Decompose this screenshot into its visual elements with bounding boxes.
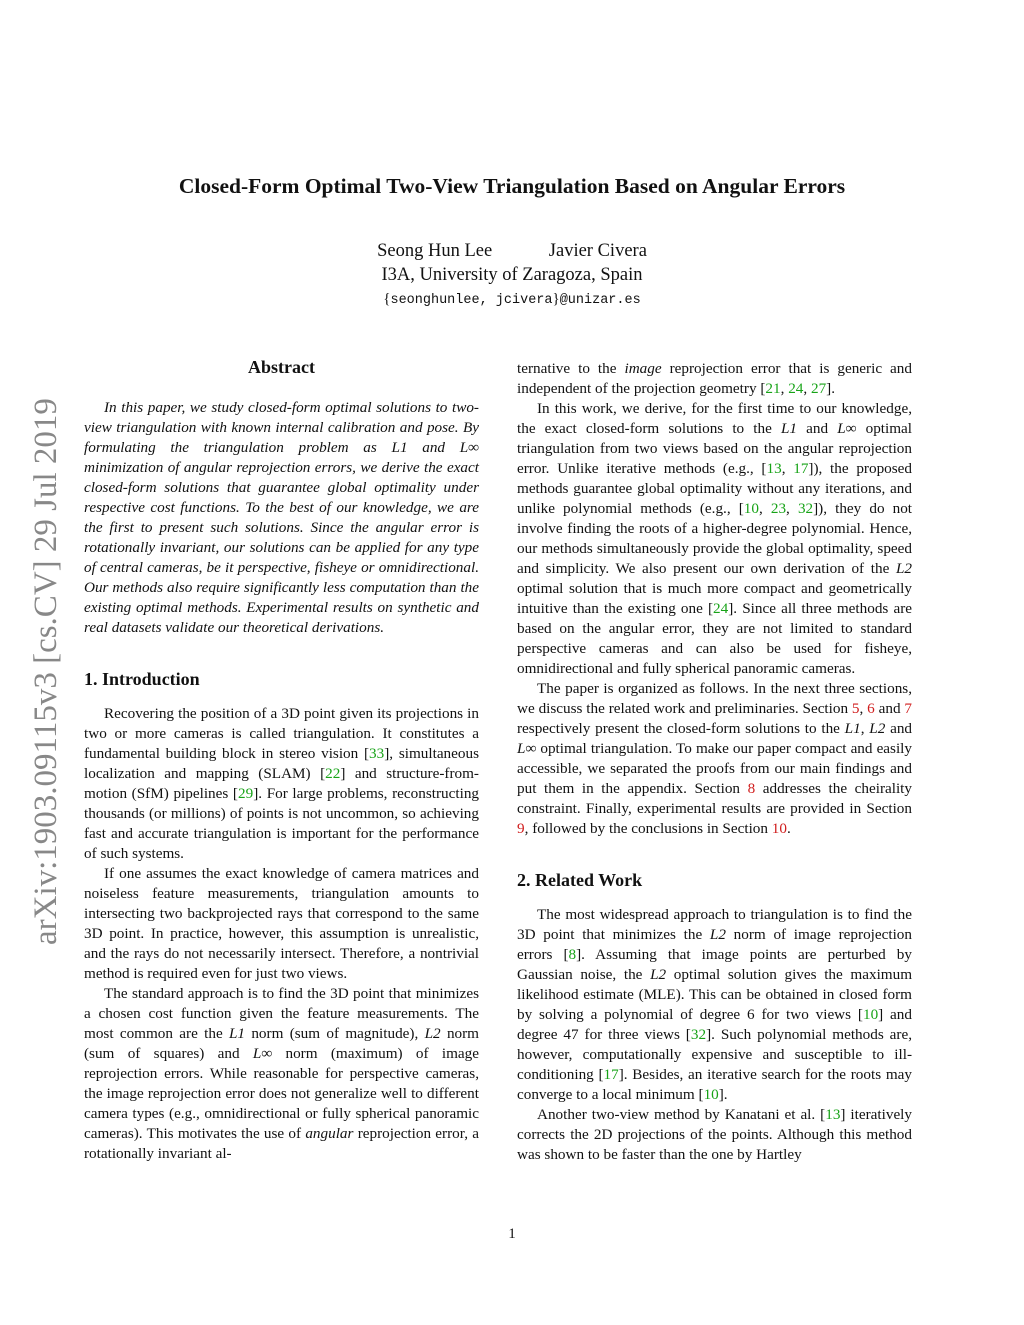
page-number: 1 — [508, 1226, 516, 1242]
section-link[interactable]: 10 — [771, 820, 787, 837]
paragraph: ternative to the image reprojection error that is generic and independent of the projection geometry [21, 24, 27]. — [517, 360, 912, 397]
brace-open: { — [383, 291, 391, 307]
citation-link[interactable]: 10 — [703, 1086, 719, 1103]
paragraph: The most widespread approach to triangulation is to find the 3D point that minimizes the L2 norm of image reprojection errors [8]. Assuming that image points are perturbed by Gaussian noise, the L2 optimal solution gives the maximum likelihood estimate (MLE). This can be obtained in closed form by solving a polynomial of degree 6 for two views [10] and degree 47 for three views [32]. Such polynomial methods are, however, computationally expensive and susceptible to ill-conditioning [17]. Besides, an iterative search for the roots may converge to a local minimum [10]. — [517, 906, 913, 1103]
citation-link[interactable]: 29 — [238, 785, 254, 802]
citation-link[interactable]: 24 — [788, 380, 804, 397]
author-name: Seong Hun Lee — [377, 241, 493, 261]
section-heading: 1. Introduction — [84, 669, 200, 689]
email-users: seonghunlee, jcivera — [390, 293, 553, 308]
citation-link[interactable]: 21 — [765, 380, 781, 397]
paragraph: Another two-view method by Kanatani et al. [13] iteratively corrects the 2D projections of the points. Although this method was shown to be faster than the one by Hartley — [517, 1106, 912, 1163]
section-link[interactable]: 7 — [904, 700, 912, 717]
citation-link[interactable]: 8 — [568, 946, 577, 963]
left-column — [84, 356, 479, 1164]
section-heading: 2. Related Work — [517, 870, 643, 890]
citation-link[interactable]: 10 — [743, 500, 759, 517]
citation-link[interactable]: 33 — [369, 745, 385, 762]
citation-link[interactable]: 17 — [793, 460, 809, 477]
email-domain: @unizar.es — [559, 293, 641, 308]
section-link[interactable]: 9 — [517, 820, 525, 837]
citation-link[interactable]: 13 — [766, 460, 782, 477]
section-link[interactable]: 8 — [747, 780, 756, 797]
author-name: Javier Civera — [548, 241, 647, 261]
affiliation: I3A, University of Zaragoza, Spain — [381, 265, 643, 285]
citation-link[interactable]: 27 — [810, 380, 827, 397]
citation-link[interactable]: 32 — [690, 1026, 707, 1043]
math-L1: L1 — [228, 1025, 246, 1042]
brace-close: } — [552, 291, 560, 307]
section-link[interactable]: 6 — [867, 700, 875, 717]
section-link[interactable]: 5 — [851, 700, 860, 717]
authors — [0, 241, 1024, 262]
paragraph: The standard approach is to find the 3D point that minimizes a chosen cost function given the feature measurements. The most common are the L1 norm (sum of magnitude), L2 norm (sum of squares) and L∞ norm (maximum) of image reprojection errors. While reasonable for perspective cameras, the image reprojection error does not generalize well to different camera types (e.g., omnidirectional or fully spherical panoramic cameras). This motivates the use of angular reprojection error, a rotationally invariant al- — [84, 985, 479, 1162]
citation-link[interactable]: 13 — [825, 1106, 841, 1123]
email — [0, 291, 1024, 308]
paper-title: Closed-Form Optimal Two-View Triangulation Based on Angular Errors — [178, 174, 846, 198]
paragraph: In this work, we derive, for the first time to our knowledge, the exact closed-form solutions to the L1 and L∞ optimal triangulation from two views based on the angular reprojection error. Unlike iterative methods (e.g., [13, 17]), the proposed methods guarantee global optimality without any iterations, and unlike polynomial methods (e.g., [10, 23, 32]), they do not involve finding the roots of a higher-degree polynomial. Hence, our methods simultaneously provide the global optimality, speed and simplicity. We also present our own derivation of the L2 optimal solution that is much more compact and geometrically intuitive than the existing one [24]. Since all three methods are based on the angular error, they are not limited to standard perspective cameras and can also be used for fisheye, omnidirectional and fully spherical panoramic cameras. — [517, 400, 913, 677]
arxiv-stamp: arXiv:1903.09115v3 [cs.CV] 29 Jul 2019 — [28, 398, 64, 945]
paragraph: If one assumes the exact knowledge of camera matrices and noiseless feature measurements, triangulation amounts to intersecting two backprojected rays that correspond to the same 3D point. In practice, however, this assumption is unrealistic, and the rays do not necessarily intersect. Therefore, a nontrivial method is required even for just two views. — [84, 865, 479, 982]
right-column — [517, 359, 912, 1165]
math-L2: L2 — [424, 1025, 441, 1042]
citation-link[interactable]: 10 — [862, 1006, 879, 1023]
citation-link[interactable]: 24 — [713, 600, 729, 617]
math-Linf: L∞ — [252, 1045, 273, 1062]
citation-link[interactable]: 23 — [770, 500, 787, 517]
citation-link[interactable]: 22 — [325, 765, 341, 782]
paragraph: Recovering the position of a 3D point given its projections in two or more cameras is called triangulation. It constitutes a fundamental building block in stereo vision [33], simultaneous localization and mapping (SLAM) [22] and structure-from-motion (SfM) pipelines [29]. For large problems, reconstructing thousands (or millions) of points is not uncommon, so achieving fast and accurate triangulation is important for the performance of such systems. — [84, 705, 480, 862]
abstract-heading: Abstract — [248, 357, 315, 377]
abstract-text: In this paper, we study closed-form optimal solutions to two-view triangulation with known internal calibration and pose. By formulating the triangulation problem as L1 and L∞ minimization of angular reprojection errors, we derive the exact closed-form solutions that guarantee global optimality under respective cost functions. To the best of our knowledge, we are the first to present such solutions. Since the angular error is rotationally invariant, our solutions can be applied for any type of central cameras, be it perspective, fisheye or omnidirectional. Our methods also require significantly less computation than the existing optimal methods. Experimental results on synthetic and real datasets validate our theoretical derivations. — [84, 399, 479, 636]
paragraph: The paper is organized as follows. In the next three sections, we discuss the related work and preliminaries. Section 5, 6 and 7 respectively present the closed-form solutions to the L1, L2 and L∞ optimal triangulation. To make our paper compact and easily accessible, we separated the proofs from our main findings and put them in the appendix. Section 8 addresses the cheirality constraint. Finally, experimental results are provided in Section 9, followed by the conclusions in Section 10. — [517, 680, 913, 837]
citation-link[interactable]: 32 — [797, 500, 814, 517]
citation-link[interactable]: 17 — [603, 1066, 619, 1083]
